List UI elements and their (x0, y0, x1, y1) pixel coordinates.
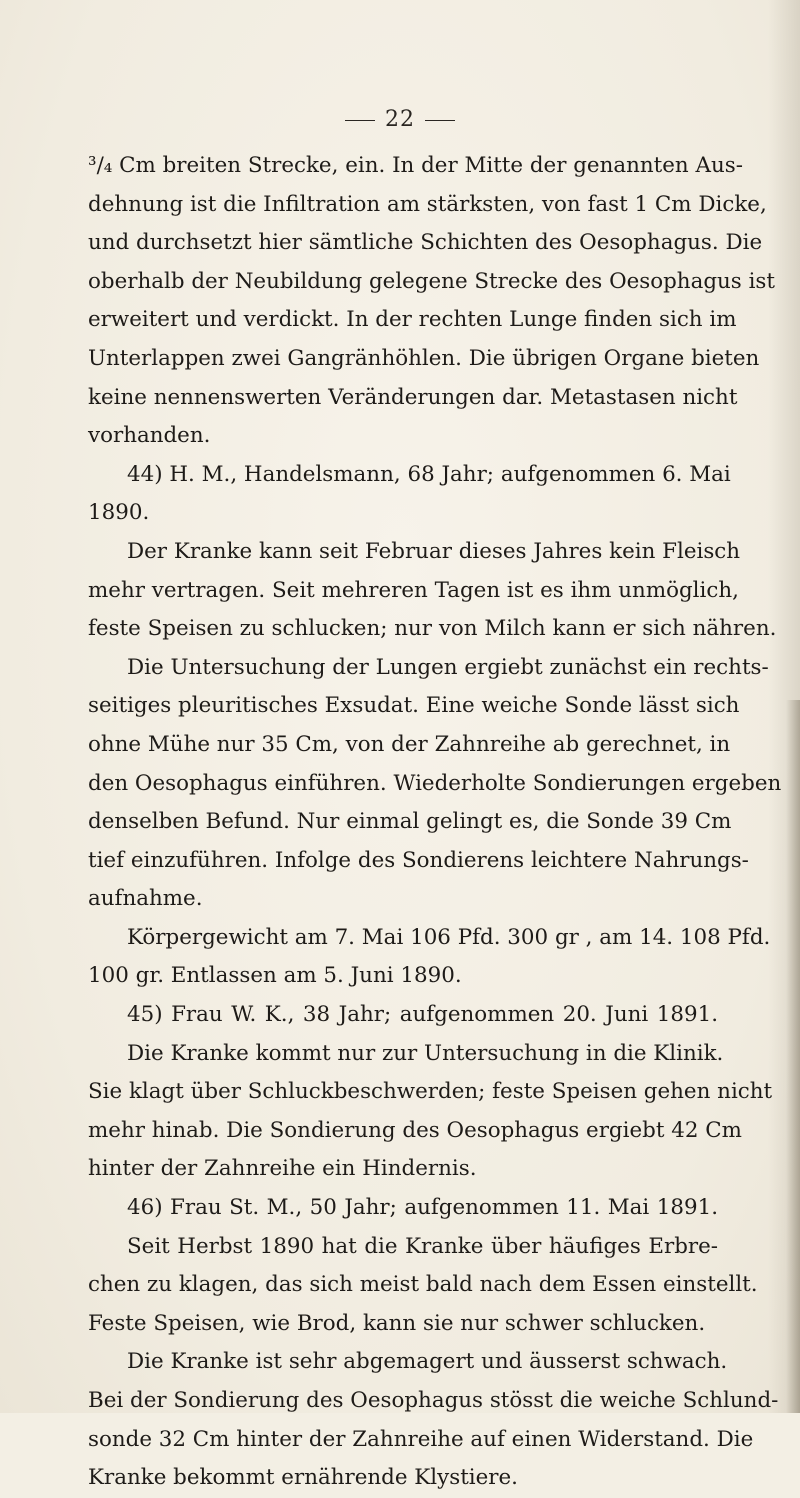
text-line: Feste Speisen, wie Brod, kann sie nur schwer schlucken. (88, 1310, 706, 1336)
text-line: aufnahme. (88, 886, 203, 912)
text-line: Seit Herbst 1890 hat die Kranke über häufiges Erbre- (127, 1233, 718, 1259)
text-line: seitiges pleuritisches Exsudat. Eine weiche Sonde lässt sich (88, 693, 740, 719)
text-line: und durchsetzt hier sämtliche Schichten des Oesophagus. Die (88, 230, 763, 256)
text-line: 46) Frau St. M., 50 Jahr; aufgenommen 11. Mai 1891. (127, 1195, 718, 1221)
text-line: feste Speisen zu schlucken; nur von Milch kann er sich nähren. (88, 616, 777, 642)
text-line: ⁠³/₄ Cm breiten Strecke, ein. In der Mitte der genannten Aus- (88, 153, 743, 178)
text-line: chen zu klagen, das sich meist bald nach dem Essen einstellt. (88, 1272, 758, 1298)
text-line: dehnung ist die Infiltration am stärksten, von fast 1 Cm Dicke, (88, 191, 767, 217)
page-edge-shadow (786, 700, 800, 1413)
text-line: Der Kranke kann seit Februar dieses Jahres kein Fleisch (127, 538, 741, 564)
text-line: Sie klagt über Schluckbeschwerden; feste Speisen gehen nicht (88, 1079, 773, 1105)
text-line: 44) H. M., Handelsmann, 68 Jahr; aufgenommen 6. Mai (127, 461, 731, 487)
text-line: Die Kranke kommt nur zur Untersuchung in die Klinik. (127, 1040, 724, 1066)
text-line: keine nennenswerten Veränderungen dar. Metastasen nicht (88, 384, 738, 410)
dash-right (425, 120, 455, 121)
text-line: hinter der Zahnreihe ein Hindernis. (88, 1156, 477, 1182)
text-line: 45) Frau W. K., 38 Jahr; aufgenommen 20. Juni 1891. (127, 1002, 718, 1028)
text-line: erweitert und verdickt. In der rechten Lunge finden sich im (88, 307, 737, 333)
dash-left (345, 120, 375, 121)
text-line: vorhanden. (88, 423, 211, 449)
text-line: ohne Mühe nur 35 Cm, von der Zahnreihe ab gerechnet, in (88, 731, 731, 757)
text-line: oberhalb der Neubildung gelegene Strecke des Oesophagus ist (88, 268, 775, 294)
text-line: Die Untersuchung der Lungen ergiebt zunächst ein rechts- (127, 654, 769, 680)
text-line: tief einzuführen. Infolge des Sondierens leichtere Nahrungs- (88, 847, 749, 873)
text-line: 100 gr. Entlassen am 5. Juni 1890. (88, 963, 462, 989)
text-line: den Oesophagus einführen. Wiederholte Sondierungen ergeben (88, 770, 782, 796)
text-line: Körpergewicht am 7. Mai 106 Pfd. 300 gr , am 14. 108 Pfd. (127, 924, 771, 950)
page-number-text: 22 (385, 107, 415, 132)
text-line: Kranke bekommt ernährende Klystiere. (88, 1465, 518, 1491)
text-line: Unterlappen zwei Gangränhöhlen. Die übrigen Organe bieten (88, 345, 760, 371)
text-line: mehr hinab. Die Sondierung des Oesophagus ergiebt 42 Cm (88, 1117, 742, 1143)
text-line: Die Kranke ist sehr abgemagert und äusserst schwach. (127, 1349, 728, 1375)
text-line: Bei der Sondierung des Oesophagus stösst die weiche Schlund- (88, 1388, 779, 1413)
page-number (0, 107, 800, 132)
text-line: 1890. (88, 500, 150, 526)
text-line: mehr vertragen. Seit mehreren Tagen ist es ihm unmöglich, (88, 577, 739, 603)
text-line: denselben Befund. Nur einmal gelingt es, die Sonde 39 Cm (88, 809, 732, 835)
text-line: sonde 32 Cm hinter der Zahnreihe auf einen Widerstand. Die (88, 1426, 754, 1452)
body-text (88, 147, 782, 1498)
